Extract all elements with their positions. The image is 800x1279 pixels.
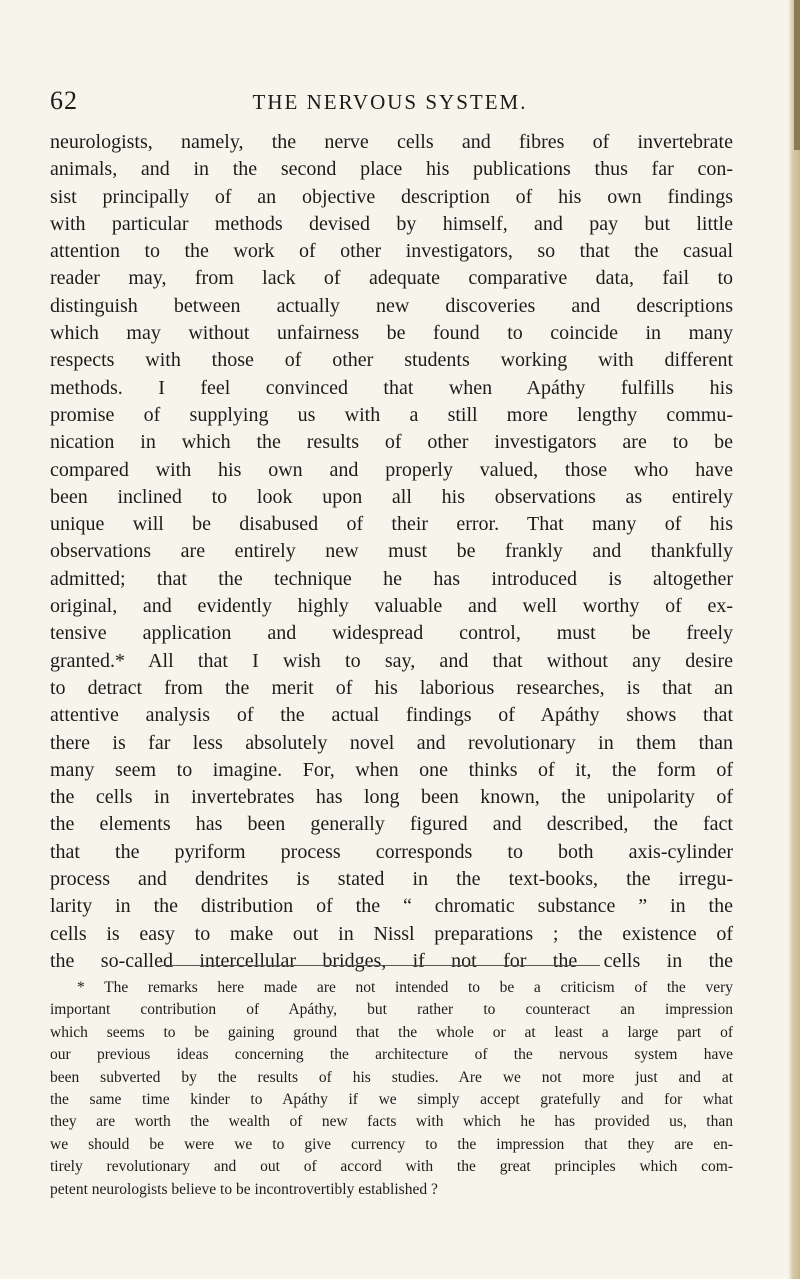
running-head: THE NERVOUS SYSTEM. bbox=[252, 90, 528, 114]
body-line: which may without unfairness be found to coincide in many bbox=[50, 322, 733, 345]
body-line: many seem to imagine. For, when one thinks of it, the form of bbox=[50, 758, 733, 781]
body-line: respects with those of other students working with different bbox=[50, 349, 733, 372]
body-line: nication in which the results of other investigators are to be bbox=[50, 431, 733, 454]
body-line: the cells in invertebrates has long been known, the unipolarity of bbox=[50, 786, 733, 809]
body-line: distinguish between actually new discoveries and descriptions bbox=[50, 294, 733, 317]
body-line: neurologists, namely, the nerve cells and fibres of invertebrate bbox=[50, 131, 733, 153]
body-line: larity in the distribution of the “ chromatic substance ” in the bbox=[50, 895, 733, 918]
body-line: process and dendrites is stated in the text-books, the irregu- bbox=[50, 868, 733, 891]
body-line: animals, and in the second place his publications thus far con- bbox=[50, 158, 733, 181]
body-line: cells is easy to make out in Nissl preparations ; the existence of bbox=[50, 922, 733, 945]
body-line: tensive application and widespread control, must be freely bbox=[50, 622, 733, 645]
footnote-line: been subverted by the results of his studies. Are we not more just and at bbox=[50, 1068, 733, 1086]
footnote-rule bbox=[160, 965, 600, 966]
page-header bbox=[50, 86, 730, 126]
body-line: observations are entirely new must be frankly and thankfully bbox=[50, 540, 733, 563]
body-line: sist principally of an objective description of his own findings bbox=[50, 185, 733, 208]
footnote-line: important contribution of Apáthy, but rather to counteract an impression bbox=[50, 1001, 733, 1019]
body-line: to detract from the merit of his laborious researches, is that an bbox=[50, 676, 733, 699]
footnote-line: we should be were we to give currency to the impression that they are en- bbox=[50, 1135, 733, 1153]
body-line: there is far less absolutely novel and revolutionary in them than bbox=[50, 731, 733, 754]
body-text bbox=[50, 129, 733, 975]
body-line: the so-called intercellular bridges, if not for the cells in the bbox=[50, 949, 733, 972]
body-line: promise of supplying us with a still more lengthy commu- bbox=[50, 403, 733, 426]
page-number: 62 bbox=[50, 86, 78, 115]
footnote-line: * The remarks here made are not intended to be a criticism of the very bbox=[77, 979, 733, 996]
body-line: with particular methods devised by himself, and pay but little bbox=[50, 212, 733, 235]
body-line: methods. I feel convinced that when Apáthy fulfills his bbox=[50, 376, 733, 399]
footnote-line: the same time kinder to Apáthy if we simply accept gratefully and for what bbox=[50, 1091, 733, 1109]
footnote-line: petent neurologists believe to be incontrovertibly established ? bbox=[50, 1180, 438, 1198]
body-line: unique will be disabused of their error. That many of his bbox=[50, 513, 733, 536]
page-edge-dark-mark bbox=[794, 0, 800, 150]
body-line: the elements has been generally figured and described, the fact bbox=[50, 813, 733, 836]
body-line: that the pyriform process corresponds to both axis-cylinder bbox=[50, 840, 733, 863]
body-line: reader may, from lack of adequate comparative data, fail to bbox=[50, 267, 733, 290]
footnote bbox=[50, 977, 733, 1201]
body-line: original, and evidently highly valuable and well worthy of ex- bbox=[50, 595, 733, 618]
body-line: been inclined to look upon all his observations as entirely bbox=[50, 485, 733, 508]
body-line: admitted; that the technique he has introduced is altogether bbox=[50, 567, 733, 590]
body-line: attentive analysis of the actual findings of Apáthy shows that bbox=[50, 704, 733, 727]
body-line: granted.* All that I wish to say, and that without any desire bbox=[50, 649, 733, 672]
footnote-line: they are worth the wealth of new facts with which he has provided us, than bbox=[50, 1113, 733, 1131]
page-edge-shadow bbox=[788, 0, 800, 1279]
body-line: compared with his own and properly valued, those who have bbox=[50, 458, 733, 481]
footnote-line: tirely revolutionary and out of accord with the great principles which com- bbox=[50, 1158, 733, 1176]
footnote-line: our previous ideas concerning the architecture of the nervous system have bbox=[50, 1046, 733, 1064]
body-line: attention to the work of other investigators, so that the casual bbox=[50, 240, 733, 263]
footnote-line: which seems to be gaining ground that the whole or at least a large part of bbox=[50, 1023, 733, 1041]
